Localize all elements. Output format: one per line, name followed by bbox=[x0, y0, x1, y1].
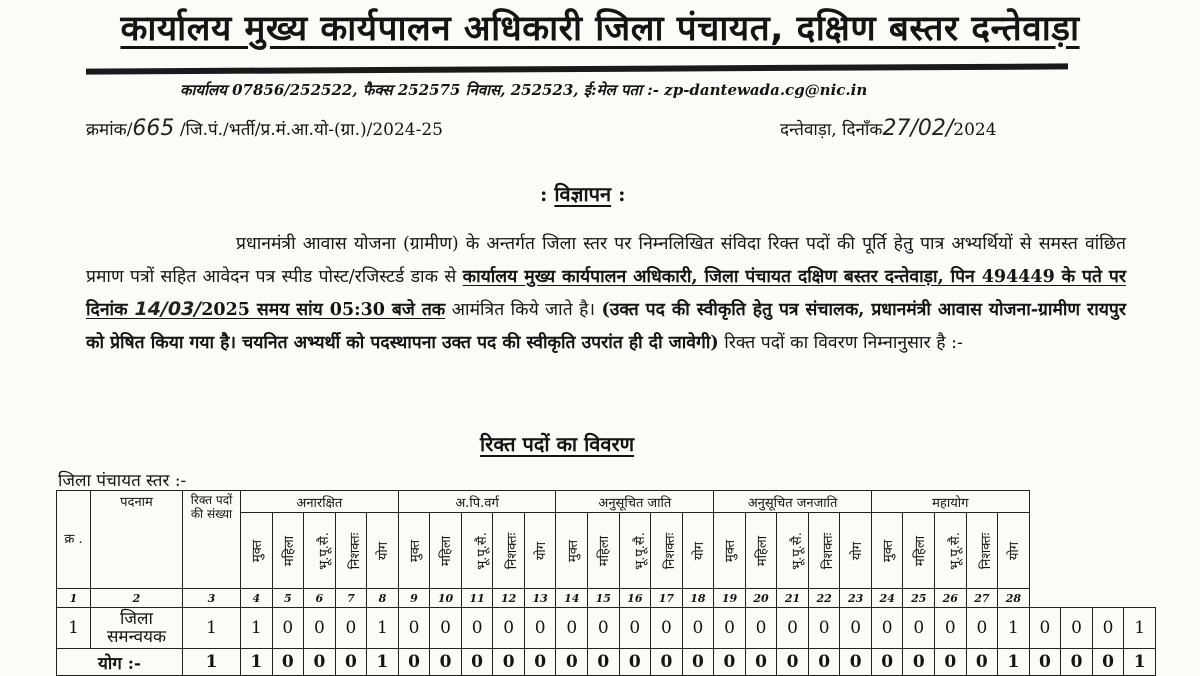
subcol-header bbox=[556, 513, 588, 589]
subcol-header bbox=[903, 513, 935, 589]
place-date-prefix: दन्तेवाड़ा, दिनाँक bbox=[780, 120, 883, 140]
row-value: 0 bbox=[493, 608, 525, 649]
col-number: 9 bbox=[398, 589, 430, 608]
total-value: 1 bbox=[1124, 649, 1156, 676]
total-value: 0 bbox=[777, 649, 809, 676]
total-value: 0 bbox=[556, 649, 588, 676]
subcol-header bbox=[777, 513, 809, 589]
notice-title bbox=[540, 180, 625, 207]
row-value: 0 bbox=[966, 608, 998, 649]
col-number: 19 bbox=[714, 589, 746, 608]
reference-suffix: /जि.पं./भर्ती/प्र.मं.आ.यो-(ग्रा.)/2024-25 bbox=[179, 120, 443, 140]
total-value: 0 bbox=[335, 649, 367, 676]
subcol-label: मुक्त bbox=[565, 539, 581, 562]
subcol-header bbox=[493, 513, 525, 589]
subcol-label: मुक्त bbox=[881, 539, 897, 562]
row-value: 0 bbox=[777, 608, 809, 649]
col-header-post: पदनाम bbox=[91, 491, 183, 589]
reference-year: 2024 bbox=[953, 120, 997, 140]
row-value: 0 bbox=[588, 608, 620, 649]
notice-body bbox=[86, 228, 1126, 359]
col-number: 21 bbox=[777, 589, 809, 608]
row-value: 0 bbox=[651, 608, 683, 649]
subcol-header bbox=[367, 513, 399, 589]
group-header: अनुसूचित जनजाति bbox=[714, 491, 872, 513]
reference-number: क्रमांक/665 /जि.पं./भर्ती/प्र.मं.आ.यो-(ग्रा.)/2024-25 bbox=[86, 116, 443, 141]
subcol-header bbox=[272, 513, 304, 589]
subcol-label: भू.पू.सै. bbox=[947, 531, 963, 570]
subcol-header bbox=[335, 513, 367, 589]
row-value: 1 bbox=[998, 608, 1030, 649]
row-value: 0 bbox=[1061, 608, 1093, 649]
total-value: 0 bbox=[651, 649, 683, 676]
total-value: 0 bbox=[304, 649, 336, 676]
col-number: 26 bbox=[935, 589, 967, 608]
subcol-header bbox=[241, 513, 273, 589]
col-header-count: रिक्त पदों की संख्या bbox=[183, 491, 241, 589]
col-number: 8 bbox=[367, 589, 399, 608]
row-value: 1 bbox=[241, 608, 273, 649]
total-value: 0 bbox=[1092, 649, 1124, 676]
subcol-label: योग bbox=[691, 541, 707, 560]
total-value: 0 bbox=[682, 649, 714, 676]
subcol-label: निशक्तः bbox=[821, 532, 837, 569]
total-value: 0 bbox=[524, 649, 556, 676]
col-number: 1 bbox=[57, 589, 91, 608]
row-value: 0 bbox=[745, 608, 777, 649]
subcol-label: मुक्त bbox=[723, 539, 739, 562]
row-value: 0 bbox=[304, 608, 336, 649]
subcol-header bbox=[304, 513, 336, 589]
total-value: 0 bbox=[966, 649, 998, 676]
contact-line: कार्यालय 07856/252522, फैक्स 252575 निवास, 252523, ई:मेल पता :- zp-dantewada.cg@nic.in bbox=[180, 81, 868, 99]
subcol-header bbox=[588, 513, 620, 589]
col-number: 28 bbox=[998, 589, 1030, 608]
row-value: 0 bbox=[935, 608, 967, 649]
subcol-header bbox=[966, 513, 998, 589]
subcol-header bbox=[461, 513, 493, 589]
vacancy-table bbox=[56, 490, 1156, 676]
total-count: 1 bbox=[183, 649, 241, 676]
notice-deadline-time: 2025 समय सांय 05:30 बजे तक bbox=[201, 300, 446, 320]
subcol-header bbox=[871, 513, 903, 589]
col-number: 22 bbox=[808, 589, 840, 608]
col-number: 2 bbox=[91, 589, 183, 608]
total-value: 0 bbox=[1029, 649, 1061, 676]
row-value: 0 bbox=[398, 608, 430, 649]
notice-title-suffix: : bbox=[611, 182, 626, 206]
office-title: कार्यालय मुख्य कार्यपालन अधिकारी जिला पंचायत, दक्षिण बस्तर दन्तेवाड़ा bbox=[120, 9, 1080, 49]
subcol-header bbox=[808, 513, 840, 589]
row-value: 0 bbox=[619, 608, 651, 649]
handwritten-date: 27/02/ bbox=[882, 116, 954, 141]
subcol-header bbox=[682, 513, 714, 589]
row-value: 0 bbox=[272, 608, 304, 649]
row-value: 0 bbox=[714, 608, 746, 649]
col-number: 10 bbox=[430, 589, 462, 608]
group-header: अ.पि.वर्ग bbox=[398, 491, 556, 513]
notice-body-part6: रिक्त पदों का विवरण निम्नानुसार है :- bbox=[718, 332, 963, 353]
subcol-header bbox=[935, 513, 967, 589]
section-title: रिक्त पदों का विवरण bbox=[480, 432, 635, 456]
row-value: 0 bbox=[335, 608, 367, 649]
total-value: 1 bbox=[367, 649, 399, 676]
subcol-label: महिला bbox=[439, 535, 455, 566]
col-number: 23 bbox=[840, 589, 872, 608]
handwritten-deadline-date: 14/03/ bbox=[134, 298, 202, 320]
subcol-label: योग bbox=[534, 541, 550, 560]
subcol-label: महिला bbox=[912, 535, 928, 566]
subcol-label: भू.पू.सै. bbox=[474, 531, 490, 570]
row-value: 0 bbox=[461, 608, 493, 649]
reference-prefix: क्रमांक bbox=[86, 120, 127, 140]
group-header: अनारक्षित bbox=[241, 491, 399, 513]
header-rule bbox=[86, 63, 1068, 74]
total-value: 0 bbox=[619, 649, 651, 676]
total-value: 0 bbox=[461, 649, 493, 676]
col-number: 6 bbox=[304, 589, 336, 608]
subcol-label: निशक्तः bbox=[978, 532, 994, 569]
col-number: 3 bbox=[183, 589, 241, 608]
subcol-label: निशक्तः bbox=[505, 532, 521, 569]
total-value: 0 bbox=[398, 649, 430, 676]
subcol-label: निशक्तः bbox=[663, 532, 679, 569]
subcol-label: मुक्त bbox=[408, 539, 423, 562]
total-value: 0 bbox=[714, 649, 746, 676]
row-value: 0 bbox=[556, 608, 588, 649]
row-value: 0 bbox=[840, 608, 872, 649]
col-number: 24 bbox=[871, 589, 903, 608]
total-value: 1 bbox=[998, 649, 1030, 676]
subcol-label: महिला bbox=[597, 535, 613, 566]
notice-title-prefix: : bbox=[540, 182, 555, 206]
col-number: 12 bbox=[493, 589, 525, 608]
level-label: जिला पंचायत स्तर :- bbox=[58, 471, 187, 491]
total-value: 0 bbox=[745, 649, 777, 676]
row-value: 0 bbox=[808, 608, 840, 649]
col-number: 27 bbox=[966, 589, 998, 608]
total-value: 0 bbox=[430, 649, 462, 676]
col-header-sn: क्र . bbox=[57, 491, 91, 589]
subcol-label: योग bbox=[376, 541, 392, 560]
row-post: जिला समन्वयक bbox=[91, 608, 183, 649]
total-row bbox=[57, 649, 1156, 676]
group-header: अनुसूचित जाति bbox=[556, 491, 714, 513]
row-value: 0 bbox=[1092, 608, 1124, 649]
col-number: 4 bbox=[241, 589, 273, 608]
col-number: 13 bbox=[524, 589, 556, 608]
reference-date bbox=[780, 116, 997, 141]
col-number: 7 bbox=[335, 589, 367, 608]
total-value: 0 bbox=[1061, 649, 1093, 676]
notice-body-part4: आमंत्रित किये जाते है। bbox=[445, 300, 602, 320]
row-value: 1 bbox=[367, 608, 399, 649]
row-value: 0 bbox=[903, 608, 935, 649]
col-number: 5 bbox=[272, 589, 304, 608]
subcol-header bbox=[398, 513, 430, 589]
total-value: 0 bbox=[903, 649, 935, 676]
total-label: योग :- bbox=[57, 649, 183, 676]
col-number: 17 bbox=[651, 589, 683, 608]
subcol-header bbox=[998, 513, 1030, 589]
total-value: 0 bbox=[840, 649, 872, 676]
subcol-label: निशक्तः bbox=[347, 532, 363, 569]
table-row bbox=[57, 608, 1156, 649]
notice-title-word: विज्ञापन bbox=[554, 182, 612, 206]
subcol-label: भू.पू.सै. bbox=[316, 531, 332, 570]
total-value: 0 bbox=[808, 649, 840, 676]
total-value: 0 bbox=[935, 649, 967, 676]
subcol-label: योग bbox=[1007, 541, 1023, 560]
subcol-header bbox=[430, 513, 462, 589]
notice-address: कार्यालय मुख्य कार्यपालन अधिकारी, जिला पंचायत दक्षिण बस्तर दन्तेवाड़ा, पिन 494449 के पते पर दिनांक bbox=[86, 266, 1126, 320]
subcol-header bbox=[651, 513, 683, 589]
subcol-header bbox=[840, 513, 872, 589]
subcol-label: मुक्त bbox=[250, 539, 266, 562]
row-count: 1 bbox=[183, 608, 241, 649]
col-number: 15 bbox=[588, 589, 620, 608]
col-number: 20 bbox=[745, 589, 777, 608]
subcol-label: भू.पू.सै. bbox=[632, 531, 648, 570]
subcol-label: महिला bbox=[281, 535, 297, 566]
notice-body-part1: प्रधानमंत्री आवास योजना (ग्रामीण) के अन्तर्गत जिला स्तर पर निम्नलिखित संविदा रिक्त पदों की पूर्ति हेतु पात्र अभ्यर्थियों से समस्त वांछित प्रमाण पत्रों सहित आवेदन पत्र स्पीड पोस्ट/रजिस्टर्ड डाक से bbox=[86, 234, 1126, 287]
subcol-label: योग bbox=[849, 541, 865, 560]
subcol-label: महिला bbox=[755, 535, 771, 566]
row-value: 0 bbox=[524, 608, 556, 649]
reference-handwritten-number: 665 bbox=[132, 116, 175, 141]
notice-approval-note: (उक्त पद की स्वीकृति हेतु पत्र संचालक, प्रधानमंत्री आवास योजना-ग्रामीण रायपुर को प्रेषित किया गया है। चयनित अभ्यर्थी को पदस्थापना उक्त पद की स्वीकृति उपरांत ही दी जावेगी) bbox=[86, 300, 1126, 353]
subcol-header bbox=[619, 513, 651, 589]
total-value: 0 bbox=[493, 649, 525, 676]
total-value: 1 bbox=[241, 649, 273, 676]
subcol-header bbox=[714, 513, 746, 589]
subcol-label: भू.पू.सै. bbox=[790, 531, 806, 570]
col-number: 18 bbox=[682, 589, 714, 608]
col-number: 25 bbox=[903, 589, 935, 608]
subcol-header bbox=[745, 513, 777, 589]
col-number: 11 bbox=[461, 589, 493, 608]
total-value: 0 bbox=[871, 649, 903, 676]
total-value: 0 bbox=[272, 649, 304, 676]
group-header: महायोग bbox=[871, 491, 1029, 513]
col-number: 16 bbox=[619, 589, 651, 608]
row-value: 0 bbox=[871, 608, 903, 649]
row-value: 0 bbox=[1029, 608, 1061, 649]
total-value: 0 bbox=[588, 649, 620, 676]
row-value: 0 bbox=[682, 608, 714, 649]
col-number: 14 bbox=[556, 589, 588, 608]
row-value: 0 bbox=[430, 608, 462, 649]
row-sn: 1 bbox=[57, 608, 91, 649]
row-value: 1 bbox=[1124, 608, 1156, 649]
subcol-header bbox=[524, 513, 556, 589]
